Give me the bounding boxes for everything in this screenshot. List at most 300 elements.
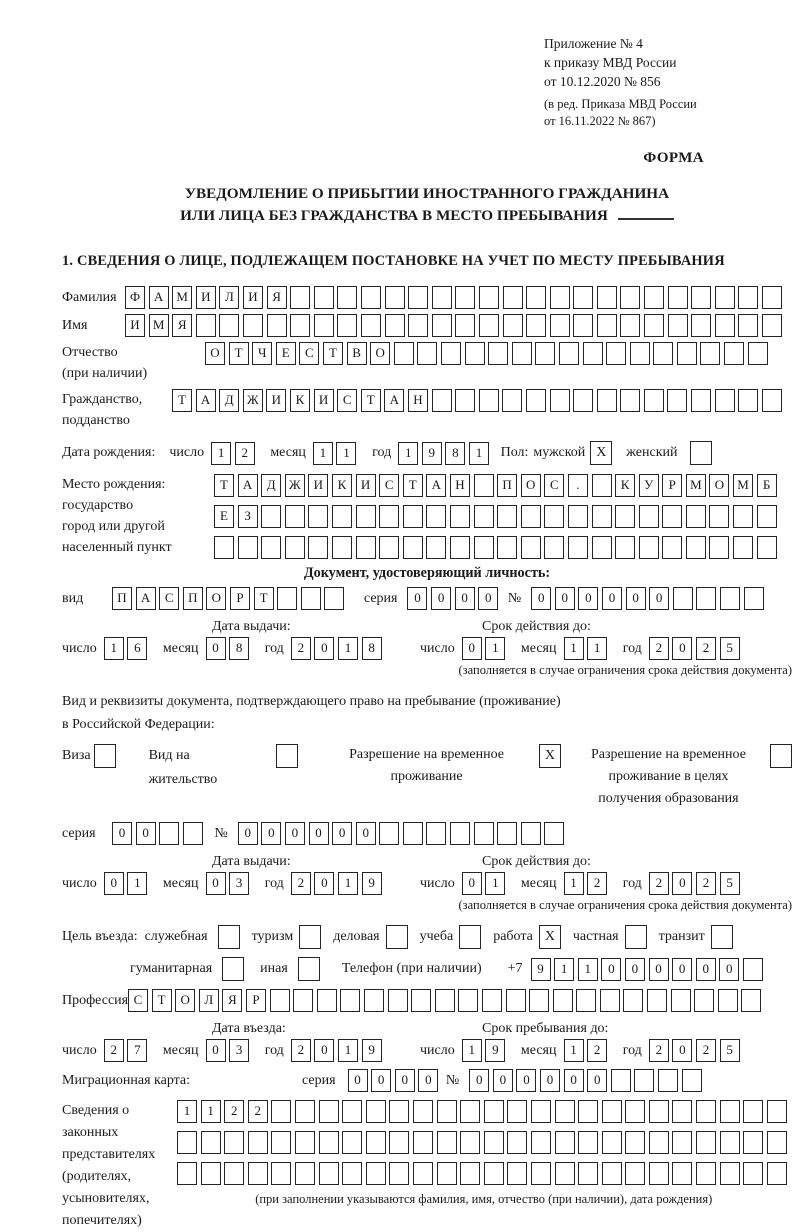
char-box [413,1131,433,1154]
char-box: 2 [104,1039,124,1062]
char-box [668,314,688,337]
birth-place-row-1[interactable] [214,474,780,497]
day-label: число [420,640,455,656]
char-box [214,536,234,559]
purpose-option-label: частная [572,929,619,944]
purpose-business-checkbox[interactable] [386,925,408,949]
sex-label: Пол: [500,445,529,460]
day-label: число [420,875,455,891]
char-box [290,286,310,309]
page-number-blank [618,208,674,220]
char-box [484,1131,504,1154]
residence-number-boxes[interactable] [238,822,568,845]
char-box: 0 [626,587,646,610]
birth-place-row-2[interactable] [214,505,780,528]
char-box [741,989,761,1012]
annex-line: Приложение № 4 [544,36,643,51]
series-label: серия [363,590,398,606]
char-box [573,286,593,309]
char-box: П [112,587,132,610]
char-box: 1 [564,637,584,660]
char-box [521,536,541,559]
char-box: 0 [261,822,281,845]
char-box [767,1162,787,1185]
char-box: 1 [462,1039,482,1062]
month-label: месяц [162,875,199,891]
char-box [696,1162,716,1185]
purpose-other-checkbox[interactable] [298,957,320,981]
char-box [314,314,334,337]
purpose-private-checkbox[interactable] [625,925,647,949]
doc-number-boxes[interactable] [531,587,767,610]
char-box: 0 [314,1039,334,1062]
char-box: 0 [395,1069,415,1092]
number-label: № [507,590,522,606]
char-box [159,822,179,845]
entry-day-boxes[interactable] [104,1039,151,1062]
char-box: А [238,474,258,497]
sex-female-label: женский [626,445,678,460]
purpose-study-checkbox[interactable] [459,925,481,949]
purpose-transit-checkbox[interactable] [711,925,733,949]
char-box [696,1100,716,1123]
patronymic-boxes[interactable] [205,342,771,365]
char-box [535,342,555,365]
char-box: Л [199,989,219,1012]
char-box [455,314,475,337]
residence-series-boxes[interactable] [112,822,206,845]
char-box: 0 [136,822,156,845]
residence-valid-year-boxes[interactable] [649,872,743,895]
doc-valid-year-boxes[interactable] [649,637,743,660]
char-box [691,314,711,337]
sex-female-checkbox[interactable] [690,441,712,465]
char-box: К [615,474,635,497]
char-box [366,1131,386,1154]
char-box [356,536,376,559]
char-box [465,342,485,365]
purpose-official-checkbox[interactable] [218,925,240,949]
char-box [319,1131,339,1154]
patronymic-label: Отчество (при наличии) [62,345,148,381]
char-box [531,1131,551,1154]
char-box: 1 [211,442,231,465]
char-box [413,1162,433,1185]
year-label: год [264,1042,284,1058]
migration-series-boxes[interactable] [348,1069,442,1092]
char-box: 2 [291,872,311,895]
char-box [526,314,546,337]
validity-note: (заполняется в случае ограничения срока действия документа) [458,898,792,912]
name-label: Имя [62,318,88,333]
char-box: С [337,389,357,412]
char-box: З [238,505,258,528]
char-box: 0 [462,872,482,895]
char-box [248,1131,268,1154]
char-box: Т [152,989,172,1012]
residence-valid-day-boxes[interactable] [462,872,509,895]
char-box: 0 [516,1069,536,1092]
doc-issue-year-boxes[interactable] [291,637,385,660]
char-box [743,1162,763,1185]
sex-male-label: мужской [533,445,586,460]
char-box [602,1131,622,1154]
year-label: год [264,640,284,656]
char-box [183,822,203,845]
char-box [625,1100,645,1123]
residence-issue-month-boxes[interactable] [206,872,253,895]
char-box [295,1131,315,1154]
sex-male-checkbox[interactable]: X [590,441,612,465]
char-box: Л [219,286,239,309]
char-box [201,1162,221,1185]
char-box: 3 [229,1039,249,1062]
char-box: 0 [285,822,305,845]
char-box: 1 [127,872,147,895]
char-box [568,536,588,559]
stay-day-boxes[interactable] [462,1039,509,1062]
char-box [389,1100,409,1123]
name-boxes[interactable] [125,314,786,337]
char-box: 2 [587,872,607,895]
char-box: 9 [422,442,442,465]
char-box [578,1131,598,1154]
char-box [673,587,693,610]
char-box: И [125,314,145,337]
representatives-row-2[interactable] [177,1131,790,1154]
char-box [559,342,579,365]
temp-permit-label: Разрешение на временное проживание [349,747,505,784]
char-box: К [290,389,310,412]
section-1-title: 1. СВЕДЕНИЯ О ЛИЦЕ, ПОДЛЕЖАЩЕМ ПОСТАНОВКЕ НА УЧЕТ ПО МЕСТУ ПРЕБЫВАНИЯ [62,253,725,269]
char-box [319,1162,339,1185]
doc-issue-day-boxes[interactable] [104,637,151,660]
char-box: М [686,474,706,497]
char-box [479,286,499,309]
char-box [597,389,617,412]
char-box [479,389,499,412]
doc-type-label: вид [62,591,84,606]
char-box: Д [219,389,239,412]
char-box [366,1162,386,1185]
month-label: месяц [162,640,199,656]
day-label: число [62,875,97,891]
visa-checkbox[interactable] [94,744,116,768]
char-box [437,1162,457,1185]
char-box: С [379,474,399,497]
char-box [744,587,764,610]
char-box: Ф [125,286,145,309]
char-box [455,389,475,412]
doc-series-boxes[interactable] [407,587,501,610]
char-box: 7 [127,1039,147,1062]
char-box [356,505,376,528]
month-label: месяц [162,1042,199,1058]
series-label: серия [302,1072,336,1088]
char-box [767,1100,787,1123]
birth-year-boxes[interactable] [398,442,492,465]
number-label: № [445,1072,460,1088]
stay-year-boxes[interactable] [649,1039,743,1062]
char-box [408,286,428,309]
char-box: К [332,474,352,497]
char-box: 0 [455,587,475,610]
char-box: 9 [362,1039,382,1062]
char-box [479,314,499,337]
char-box [450,822,470,845]
char-box [364,989,384,1012]
char-box [718,989,738,1012]
char-box: 0 [555,587,575,610]
char-box: И [243,286,263,309]
char-box: 1 [578,958,598,981]
char-box: 0 [238,822,258,845]
char-box [385,286,405,309]
phone-boxes[interactable] [531,958,767,981]
char-box: 0 [672,958,692,981]
char-box [715,286,735,309]
char-box [715,314,735,337]
char-box [757,505,777,528]
char-box: 0 [462,637,482,660]
char-box: 2 [235,442,255,465]
char-box [219,314,239,337]
char-box [682,1069,702,1092]
char-box: 5 [720,872,740,895]
char-box [526,389,546,412]
char-box: 0 [356,822,376,845]
entry-month-boxes[interactable] [206,1039,253,1062]
char-box: И [196,286,216,309]
stay-month-boxes[interactable] [564,1039,611,1062]
purpose-option-label: деловая [333,929,380,944]
month-label: месяц [520,640,557,656]
char-box [460,1131,480,1154]
char-box [482,989,502,1012]
char-box [644,314,664,337]
char-box [658,1069,678,1092]
char-box [762,314,782,337]
temp-permit-checkbox[interactable]: X [539,744,561,768]
char-box: 0 [348,1069,368,1092]
doc-valid-month-boxes[interactable] [564,637,611,660]
char-box [615,505,635,528]
char-box [261,536,281,559]
char-box: А [136,587,156,610]
char-box: Т [361,389,381,412]
char-box [435,989,455,1012]
char-box [578,1100,598,1123]
char-box [497,505,517,528]
char-box [474,536,494,559]
char-box: 1 [177,1100,197,1123]
char-box [526,286,546,309]
doc-valid-day-boxes[interactable] [462,637,509,660]
doc-type-boxes[interactable] [112,587,348,610]
char-box [521,505,541,528]
char-box: М [733,474,753,497]
residence-issue-year-boxes[interactable] [291,872,385,895]
purpose-work-checkbox[interactable]: X [539,925,561,949]
char-box [639,505,659,528]
char-box: Н [408,389,428,412]
char-box [573,389,593,412]
entry-date-title: Дата въезда: [212,1021,286,1036]
purpose-humanitarian-checkbox[interactable] [222,957,244,981]
char-box: Т [323,342,343,365]
char-box [691,286,711,309]
char-box: 9 [485,1039,505,1062]
amend-line: от 16.11.2022 № 867) [544,114,656,128]
char-box [691,389,711,412]
char-box [694,989,714,1012]
char-box: 0 [531,587,551,610]
citizenship-boxes[interactable] [172,389,785,412]
char-box [441,342,461,365]
char-box: 0 [314,872,334,895]
char-box: 2 [291,1039,311,1062]
doc-issue-month-boxes[interactable] [206,637,253,660]
char-box [506,989,526,1012]
representatives-row-1[interactable] [177,1100,790,1123]
char-box: А [426,474,446,497]
residence-doc-intro: Вид и реквизиты документа, подтверждающего право на пребывание (проживание) в Российской Федерации: [62,694,561,732]
char-box: Я [267,286,287,309]
char-box [644,286,664,309]
char-box [285,536,305,559]
citizenship-label: Гражданство, подданство [62,392,143,428]
char-box: 1 [554,958,574,981]
representatives-row-3[interactable] [177,1162,790,1185]
char-box [432,314,452,337]
char-box [649,1100,669,1123]
char-box: В [347,342,367,365]
char-box [432,389,452,412]
day-label: число [62,640,97,656]
char-box [361,314,381,337]
char-box [623,989,643,1012]
title-line-2: ИЛИ ЛИЦА БЕЗ ГРАЖДАНСТВА В МЕСТО ПРЕБЫВАНИЯ [62,205,792,227]
char-box: О [175,989,195,1012]
char-box [379,536,399,559]
char-box [743,1100,763,1123]
char-box [474,822,494,845]
purpose-option-label: работа [493,929,533,944]
annex-reference [544,34,792,91]
migration-number-boxes[interactable] [469,1069,705,1092]
char-box [317,989,337,1012]
char-box: С [544,474,564,497]
residence-valid-month-boxes[interactable] [564,872,611,895]
char-box: И [356,474,376,497]
char-box [426,536,446,559]
purpose-tourism-checkbox[interactable] [299,925,321,949]
char-box [625,1162,645,1185]
char-box [762,286,782,309]
char-box: 1 [485,872,505,895]
representatives-label: Сведения о законных представителях (родителях, усыновителях, попечителях) [62,1103,156,1228]
char-box [295,1162,315,1185]
birth-month-boxes[interactable] [313,442,360,465]
char-box: Т [403,474,423,497]
annex-line: от 10.12.2020 № 856 [544,74,661,89]
char-box [507,1100,527,1123]
char-box: 0 [314,637,334,660]
char-box: 0 [672,872,692,895]
char-box: 1 [564,872,584,895]
edu-permit-label: Разрешение на временное проживание в целях получения образования [591,747,746,806]
char-box: 1 [104,637,124,660]
char-box: . [568,474,588,497]
char-box [224,1131,244,1154]
purpose-option-label: служебная [144,929,208,944]
char-box [497,536,517,559]
char-box [647,989,667,1012]
char-box [592,474,612,497]
char-box: М [172,286,192,309]
char-box [455,286,475,309]
char-box: М [149,314,169,337]
char-box [576,989,596,1012]
char-box [592,505,612,528]
char-box: О [205,342,225,365]
char-box: Е [276,342,296,365]
birth-place-row-3[interactable] [214,536,780,559]
char-box: Т [254,587,274,610]
char-box [662,536,682,559]
year-label: год [622,875,642,891]
day-label: число [420,1042,455,1058]
char-box [667,389,687,412]
char-box [671,989,691,1012]
char-box [715,389,735,412]
birth-place-label: Место рождения: государство город или другой населенный пункт [62,477,172,555]
entry-year-boxes[interactable] [291,1039,385,1062]
char-box: 0 [206,1039,226,1062]
char-box [366,1100,386,1123]
residence-permit-checkbox[interactable] [276,744,298,768]
char-box [531,1162,551,1185]
char-box [620,389,640,412]
birth-day-boxes[interactable] [211,442,258,465]
char-box [388,989,408,1012]
char-box: 1 [313,442,333,465]
edu-permit-checkbox[interactable] [770,744,792,768]
char-box: 0 [206,637,226,660]
surname-boxes[interactable] [125,286,786,309]
char-box: Р [246,989,266,1012]
char-box: 1 [469,442,489,465]
char-box [696,1131,716,1154]
residence-issue-day-boxes[interactable] [104,872,151,895]
char-box: 0 [418,1069,438,1092]
profession-boxes[interactable] [128,989,765,1012]
char-box [196,314,216,337]
char-box: 0 [540,1069,560,1092]
char-box: 0 [332,822,352,845]
char-box: Е [214,505,234,528]
month-label: месяц [520,875,557,891]
char-box: 0 [206,872,226,895]
doc-valid-title: Срок действия до: [482,619,591,634]
char-box [550,314,570,337]
char-box [314,286,334,309]
char-box: 0 [696,958,716,981]
char-box [502,389,522,412]
char-box [342,1100,362,1123]
char-box [432,286,452,309]
char-box: 0 [309,822,329,845]
